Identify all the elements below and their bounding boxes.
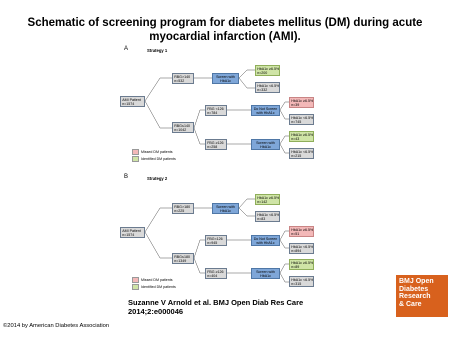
panel-b-fbg-high: FBG ≥126 n=404 <box>205 268 227 279</box>
panel-b-rbg-high: RBG>180 n=225 <box>172 203 194 214</box>
panel-b-hba1c-high-3: HbA1c ≥6.5% n=89 <box>289 259 314 270</box>
panel-b-fbg-low: FBG<126 n=945 <box>205 235 227 246</box>
panel-a-fbg-low: FBG <126 n=784 <box>205 105 227 116</box>
copyright-footer: ©2014 by American Diabetes Association <box>3 323 110 329</box>
panel-b-legend-identified: Identified DM patients <box>132 284 176 290</box>
panel-a-screen-hba1c-2: Screen with HbA1c <box>251 139 280 150</box>
panel-b-hba1c-high-1: HbA1c ≥6.5% n=142 <box>255 194 280 205</box>
figure-title: Schematic of screening program for diabetes mellitus (DM) during acute myocardial infarction (AMI). <box>27 17 423 43</box>
panel-b-hba1c-low-2: HbA1c <6.5% n=894 <box>289 243 314 254</box>
panel-a-hba1c-low-3: HbA1c <6.5% n=215 <box>289 148 314 159</box>
panel-b-screen-hba1c: Screen with HbA1c <box>212 203 239 214</box>
panel-a-fbg-high: FBG ≥126 n=258 <box>205 139 227 150</box>
panel-b-hba1c-high-2: HbA1c ≥6.5% n=51 <box>289 226 314 237</box>
citation-line-1: Suzanne V Arnold et al. BMJ Open Diab Res Care <box>128 298 304 307</box>
panel-a-do-not-screen: Do Not Screen with HbA1c <box>251 105 280 116</box>
panel-a-legend-missed: Missed DM patients <box>132 149 173 155</box>
panel-b-hba1c-low-3: HbA1c <6.5% n=315 <box>289 276 314 287</box>
bmj-open-logo: BMJ Open Diabetes Research & Care <box>396 275 448 317</box>
panel-a-hba1c-low-2: HbA1c <6.5% n=745 <box>289 114 314 125</box>
legend-swatch-identified <box>132 156 139 162</box>
panel-a-screen-hba1c: Screen with HbA1c <box>212 73 239 84</box>
panel-b-rbg-low: RBG≤180 n=1349 <box>172 253 194 264</box>
legend-swatch-missed <box>132 277 139 283</box>
panel-b-screen-hba1c-2: Screen with HbA1c <box>251 268 280 279</box>
panel-a-rbg-high: RBG>140 n=532 <box>172 73 194 84</box>
citation-line-2: 2014;2:e000046 <box>128 307 184 316</box>
panel-a-strategy: Strategy 1 <box>147 48 168 53</box>
legend-swatch-missed <box>132 149 139 155</box>
panel-a-hba1c-high-3: HbA1c ≥6.5% n=43 <box>289 131 314 142</box>
panel-b-hba1c-low-1: HbA1c <6.5% n=83 <box>255 211 280 222</box>
panel-a-ami-patient: AMI Patient n=1574 <box>120 96 145 107</box>
panel-a-hba1c-high-1: HbA1c ≥6.5% n=200 <box>255 65 280 76</box>
panel-b-letter: B <box>124 174 129 180</box>
panel-a-legend-identified: Identified DM patients <box>132 156 176 162</box>
legend-swatch-identified <box>132 284 139 290</box>
panel-a-hba1c-low-1: HbA1c <6.5% n=332 <box>255 82 280 93</box>
panel-b-do-not-screen: Do Not Screen with HbA1c <box>251 235 280 246</box>
citation <box>128 298 303 316</box>
panel-a-hba1c-high-2: HbA1c ≥6.5% n=39 <box>289 97 314 108</box>
panel-b-ami-patient: AMI Patient n=1574 <box>120 227 145 238</box>
panel-b-legend-missed: Missed DM patients <box>132 277 173 283</box>
panel-b-strategy: Strategy 2 <box>147 176 168 181</box>
panel-a-letter: A <box>124 46 129 52</box>
panel-a-rbg-low: RBG≤140 n=1042 <box>172 122 194 133</box>
